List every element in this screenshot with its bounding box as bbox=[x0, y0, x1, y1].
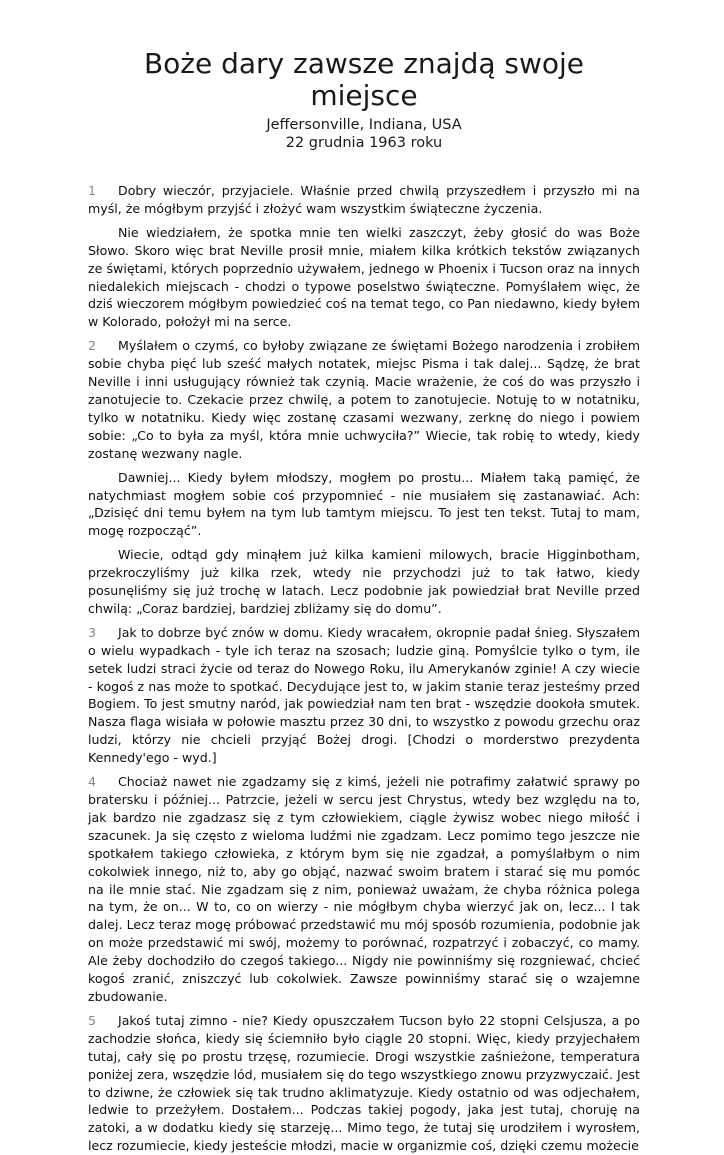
paragraph-text: Nie wiedziałem, że spotka mnie ten wielki zaszczyt, żeby głosić do was Boże Słowo. Skoro więc brat Neville prosił mnie, miałem kilka krótkich tekstów związanych ze świętami, których poprzednio używałem, jednego w Phoenix i Tucson oraz na innych niedalekich miejscach - chodzi o typowe poselstwo świąteczne. Pomyślałem więc, że dziś wieczorem mógłbym powiedzieć coś na temat tego, co Pan niedawno, kiedy byłem w Kolorado, położył mi na serce. bbox=[88, 224, 640, 330]
paragraph bbox=[88, 469, 640, 541]
paragraph-number: 1 bbox=[88, 183, 97, 198]
paragraph bbox=[88, 546, 640, 618]
document-date: 22 grudnia 1963 roku bbox=[285, 135, 443, 151]
paragraph bbox=[88, 624, 640, 767]
document-body bbox=[88, 182, 640, 1155]
paragraph bbox=[88, 773, 640, 1006]
paragraph-text: Jak to dobrze być znów w domu. Kiedy wracałem, okropnie padał śnieg. Słyszałem o wielu wypadkach - tyle ich teraz na szosach; ludzie giną. Pomyślcie tylko o tym, ile setek ludzi straci życie od teraz do Nowego Roku, ilu Amerykanów zginie! A czy wiecie - kogoś z nas może to spotkać. Decydujące jest to, w jakim stanie teraz jesteśmy przed Bogiem. To jest smutny naród, jak powiedział nam ten brat - wszędzie dookoła smutek. Nasza flaga wisiała w połowie masztu przez 30 dni, to wszystko z powodu grzechu oraz ludzi, którzy nie chcieli przyjąć Bożej drogi. [Chodzi o morderstwo prezydenta Kennedy'ego - wyd.] bbox=[88, 624, 640, 766]
document-location: Jeffersonville, Indiana, USA bbox=[266, 117, 462, 133]
paragraph-text: Jakoś tutaj zimno - nie? Kiedy opuszczałem Tucson było 22 stopni Celsjusza, a po zachodzie słońca, kiedy się ściemniło było ciągle 20 stopni. Więc, kiedy przyjechałem tutaj, cały się po prostu trzęsę, rozumiecie. Drogi wszystkie zaśnieżone, temperatura poniżej zera, wszędzie lód, musiałem się do tego wszystkiego znowu przyzwyczaić. Jest to dziwne, że człowiek się tak trudno aklimatyzuje. Kiedy ostatnio od was odjechałem, ledwie to przeżyłem. Dostałem... Podczas takiej pogody, jaka jest tutaj, choruję na zatoki, a w dodatku kiedy się starzeję... Mimo tego, że tutaj się urodziłem i wyrosłem, lecz rozumiecie, kiedy jesteście młodzi, macie w organizmie coś, dzięki czemu możecie bbox=[88, 1012, 640, 1154]
paragraph-number: 3 bbox=[88, 624, 97, 640]
paragraph-number: 5 bbox=[88, 1012, 97, 1028]
paragraph-text: Wiecie, odtąd gdy minąłem już kilka kamieni milowych, bracie Higginbotham, przekroczyliśmy już kilka rzek, wtedy nie przychodzi już to tak łatwo, kiedy posunęliśmy się już trochę w latach. Lecz podobnie jak powiedział brat Neville przed chwilą: „Coraz bardziej, bardziej zbliżamy się do domu”. bbox=[88, 547, 640, 616]
paragraph bbox=[88, 337, 640, 462]
paragraph-number: 2 bbox=[88, 338, 97, 354]
document-title: Boże dary zawsze znajdą swoje miejsce bbox=[143, 47, 585, 112]
paragraph-text: Myślałem o czymś, co byłoby związane ze świętami Bożego narodzenia i zrobiłem sobie chyba pięć lub sześć małych notatek, miejsc Pisma i tak dalej... Sądzę, że brat Neville i inni usługujący również tak czynią. Macie wrażenie, że coś do was przyszło i zanotujecie to. Czekacie przez chwilę, a potem to zanotujecie. Notuję to w notatniku, tylko w notatniku. Kiedy więc zostanę czasami wezwany, zerknę do niego i powiem sobie: „Co to była za myśl, która mnie uchwyciła?” Wiecie, tak robię to wtedy, kiedy zostanę wezwany nagle. bbox=[88, 338, 640, 461]
paragraph-text: Dawniej... Kiedy byłem młodszy, mogłem po prostu... Miałem taką pamięć, że natychmiast mogłem sobie coś przypomnieć - nie musiałem się zastanawiać. Ach: „Dzisięć dni temu byłem na tym lub tamtym miejscu. To jest ten tekst. Tutaj to mam, mogę rozpocząć”. bbox=[88, 469, 640, 539]
paragraph bbox=[88, 224, 640, 331]
document-page bbox=[88, 48, 640, 1155]
paragraph-text: Chociaż nawet nie zgadzamy się z kimś, jeżeli nie potrafimy załatwić sprawy po bratersku i później... Patrzcie, jeżeli w sercu jest Chrystus, wtedy bez względu na to, jak bardzo nie zgadzasz się z tym człowiekiem, ciągle żywisz wobec niego miłość i szacunek. Ja się często z wieloma ludźmi nie zgadzam. Lecz pomimo tego jeszcze nie spotkałem takiego człowieka, z którym bym się nie zgadzał, a pomyślałbym o nim cokolwiek innego, niż to, aby go objąć, nazwać swoim bratem i starać się mu pomóc na ile mnie stać. Nie zgadzam się z nim, ponieważ uważam, że chyba różnica polega na tym, że on... W to, co on wierzy - nie mógłbym chyba wierzyć jak on, lecz... I tak dalej. Lecz teraz mogę próbować przedstawić mu mój sposób rozumienia, podobnie jak on może przedstawić mi swój, możemy to porównać, rozpatrzyć i zobaczyć, co mamy. Ale żeby dochodziło do czegoś takiego... Nigdy nie powinniśmy się rozgniewać, chcieć kogoś zranić, zniszczyć lub cokolwiek. Zawsze powinniśmy starać się o wzajemne zbudowanie. bbox=[88, 774, 640, 1004]
paragraph bbox=[88, 1012, 640, 1155]
paragraph-number: 4 bbox=[88, 774, 97, 790]
paragraph bbox=[88, 182, 640, 218]
paragraph-text: Dobry wieczór, przyjaciele. Właśnie przed chwilą przyszedłem i przyszło mi na myśl, że mógłbym przyjść i złożyć wam wszystkim świąteczne życzenia. bbox=[88, 183, 640, 216]
